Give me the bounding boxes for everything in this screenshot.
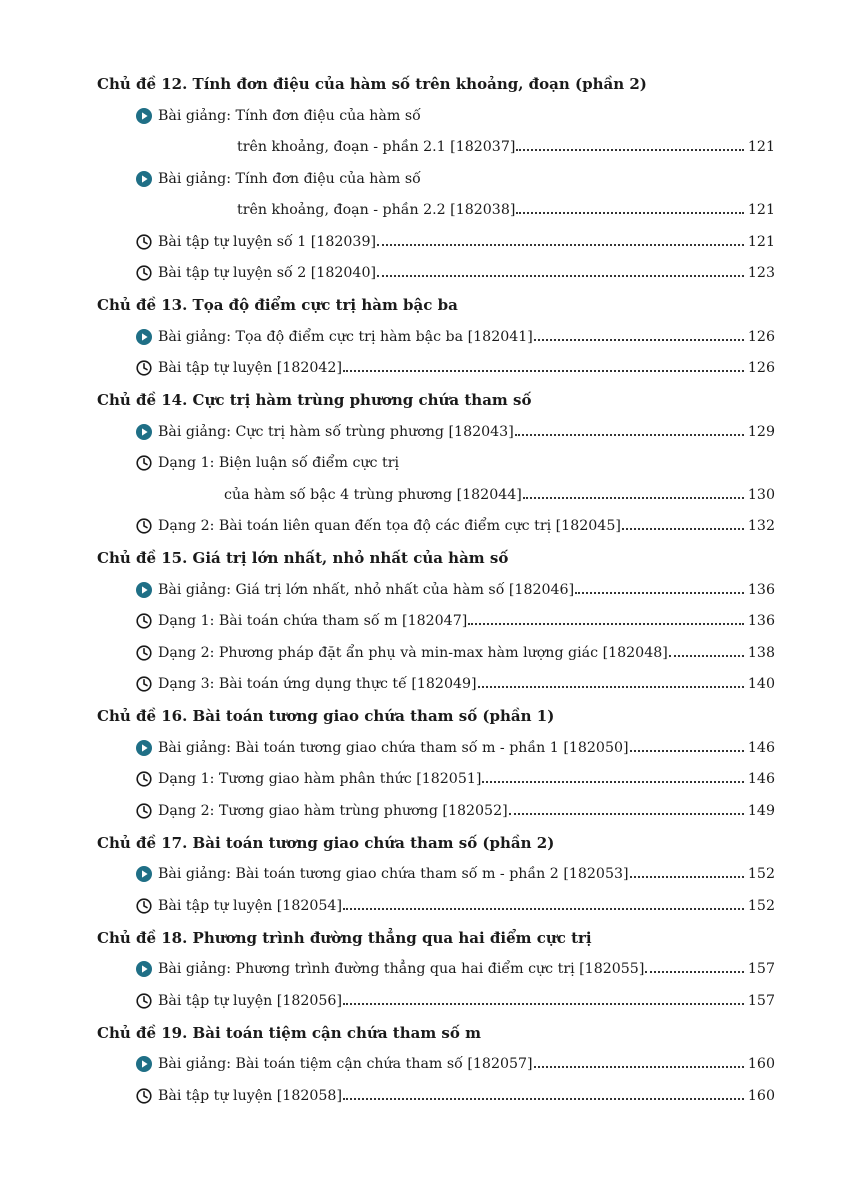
chapter-title: Chủ đề 19. Bài toán tiệm cận chứa tham số m (97, 1023, 481, 1042)
toc-entry-text: Bài giảng: Tính đơn điệu của hàm số (158, 107, 421, 124)
page-number: 152 (747, 897, 775, 914)
clock-icon (135, 233, 152, 250)
toc-entry-text: Bài tập tự luyện [182056] (158, 992, 342, 1009)
page-number: 157 (747, 961, 775, 978)
toc-entry[interactable] (97, 795, 775, 827)
toc-section (97, 289, 775, 384)
chapter-title: Chủ đề 17. Bài toán tương giao chứa tham số (phần 2) (97, 833, 555, 852)
toc-entry[interactable] (97, 100, 775, 132)
page-number: 160 (747, 1087, 775, 1104)
page-number: 152 (747, 866, 775, 883)
toc-entry[interactable] (97, 1080, 775, 1112)
play-circle-icon (135, 328, 152, 345)
clock-icon (135, 771, 152, 788)
toc-entry[interactable] (97, 511, 775, 543)
toc-entry[interactable] (97, 163, 775, 195)
toc-section (97, 542, 775, 700)
page-number: 121 (747, 202, 775, 219)
dot-leader (534, 1066, 744, 1068)
toc-entry-text: trên khoảng, đoạn - phần 2.2 [182038] (237, 202, 516, 219)
chapter-title: Chủ đề 16. Bài toán tương giao chứa tham số (phần 1) (97, 707, 555, 725)
clock-icon (135, 802, 152, 819)
dot-leader (645, 971, 744, 973)
dot-leader (482, 781, 744, 783)
toc-entry[interactable] (97, 859, 775, 891)
page-number: 121 (747, 139, 775, 156)
dot-leader (622, 528, 744, 530)
dot-leader (478, 686, 744, 688)
toc-entry[interactable] (97, 321, 775, 353)
page-number: 157 (747, 992, 775, 1009)
toc-entry-text: Bài giảng: Phương trình đường thẳng qua hai điểm cực trị [182055] (158, 961, 645, 978)
play-circle-icon (135, 739, 152, 756)
clock-icon (135, 897, 152, 914)
toc-entry-text: Bài giảng: Bài toán tương giao chứa tham số m - phần 1 [182050] (158, 739, 629, 756)
play-circle-icon (135, 866, 152, 883)
clock-icon (135, 360, 152, 377)
toc-section (97, 68, 775, 289)
clock-icon (135, 455, 152, 472)
toc-section (97, 384, 775, 542)
play-circle-icon (135, 423, 152, 440)
page-number: 138 (747, 644, 775, 661)
toc-entry[interactable] (97, 226, 775, 258)
toc-entry[interactable] (97, 606, 775, 638)
toc-entry-text: Bài giảng: Cực trị hàm số trùng phương [182043] (158, 423, 514, 440)
dot-leader (516, 212, 744, 214)
dot-leader (669, 655, 744, 657)
toc-entry-text: Dạng 1: Tương giao hàm phân thức [182051] (158, 771, 482, 788)
table-of-contents (97, 68, 775, 1112)
dot-leader (523, 497, 744, 499)
page-number: 121 (747, 233, 775, 250)
toc-entry[interactable] (97, 448, 775, 480)
toc-entry-text: trên khoảng, đoạn - phần 2.1 [182037] (237, 139, 516, 156)
toc-entry-text: Dạng 2: Phương pháp đặt ẩn phụ và min-max hàm lượng giác [182048] (158, 644, 668, 661)
toc-entry-text: Bài giảng: Bài toán tương giao chứa tham số m - phần 2 [182053] (158, 866, 629, 883)
dot-leader (343, 1098, 744, 1100)
clock-icon (135, 992, 152, 1009)
dot-leader (534, 339, 744, 341)
play-circle-icon (135, 107, 152, 124)
toc-entry[interactable] (97, 1049, 775, 1081)
toc-entry-text: Bài giảng: Tọa độ điểm cực trị hàm bậc ba [182041] (158, 328, 533, 345)
dot-leader (516, 149, 744, 151)
toc-entry-text: Bài tập tự luyện số 1 [182039] (158, 233, 377, 250)
play-circle-icon (135, 961, 152, 978)
toc-entry[interactable] (97, 985, 775, 1017)
toc-entry[interactable] (97, 258, 775, 290)
dot-leader (343, 1003, 744, 1005)
dot-leader (575, 592, 744, 594)
page-number: 126 (747, 360, 775, 377)
dot-leader (377, 275, 744, 277)
clock-icon (135, 613, 152, 630)
toc-entry[interactable] (97, 416, 775, 448)
play-circle-icon (135, 170, 152, 187)
dot-leader (509, 813, 744, 815)
dot-leader (377, 244, 744, 246)
toc-entry-text: Bài tập tự luyện số 2 [182040] (158, 265, 377, 282)
toc-entry-text: Bài giảng: Tính đơn điệu của hàm số (158, 170, 421, 187)
clock-icon (135, 1087, 152, 1104)
page-number: 129 (747, 423, 775, 440)
toc-entry-text: Bài tập tự luyện [182058] (158, 1087, 342, 1104)
toc-entry[interactable] (97, 732, 775, 764)
page-number: 136 (747, 581, 775, 598)
toc-entry-continuation[interactable] (97, 479, 775, 511)
toc-section (97, 700, 775, 827)
page-number: 132 (747, 518, 775, 535)
toc-entry[interactable] (97, 954, 775, 986)
toc-entry-text: Bài tập tự luyện [182054] (158, 897, 342, 914)
toc-entry-text: Bài tập tự luyện [182042] (158, 360, 342, 377)
toc-entry[interactable] (97, 353, 775, 385)
toc-entry-text: Dạng 1: Bài toán chứa tham số m [182047] (158, 613, 468, 630)
page-number: 149 (747, 802, 775, 819)
toc-entry-text: Dạng 2: Tương giao hàm trùng phương [182052] (158, 802, 508, 819)
toc-section (97, 922, 775, 1017)
toc-entry-text: Bài giảng: Bài toán tiệm cận chứa tham số [182057] (158, 1056, 533, 1073)
toc-entry[interactable] (97, 669, 775, 701)
clock-icon (135, 676, 152, 693)
dot-leader (468, 623, 744, 625)
toc-entry[interactable] (97, 574, 775, 606)
dot-leader (630, 750, 744, 752)
clock-icon (135, 518, 152, 535)
page-number: 123 (747, 265, 775, 282)
play-circle-icon (135, 581, 152, 598)
dot-leader (343, 908, 744, 910)
clock-icon (135, 644, 152, 661)
page-number: 146 (747, 771, 775, 788)
toc-section (97, 827, 775, 922)
toc-entry-text: của hàm số bậc 4 trùng phương [182044] (224, 486, 522, 503)
page-number: 140 (747, 676, 775, 693)
page-number: 146 (747, 739, 775, 756)
dot-leader (343, 370, 744, 372)
dot-leader (630, 876, 744, 878)
toc-entry[interactable] (97, 890, 775, 922)
toc-entry[interactable] (97, 637, 775, 669)
toc-section (97, 1017, 775, 1112)
play-circle-icon (135, 1056, 152, 1073)
page-number: 136 (747, 613, 775, 630)
page-number: 160 (747, 1056, 775, 1073)
toc-entry-text: Dạng 2: Bài toán liên quan đến tọa độ các điểm cực trị [182045] (158, 518, 621, 535)
chapter-title: Chủ đề 15. Giá trị lớn nhất, nhỏ nhất của hàm số (97, 549, 509, 567)
toc-entry-continuation[interactable] (97, 195, 775, 227)
page-number: 126 (747, 328, 775, 345)
chapter-title: Chủ đề 14. Cực trị hàm trùng phương chứa tham số (97, 391, 532, 409)
chapter-title: Chủ đề 12. Tính đơn điệu của hàm số trên khoảng, đoạn (phần 2) (97, 75, 647, 93)
clock-icon (135, 265, 152, 282)
dot-leader (515, 434, 744, 436)
chapter-title: Chủ đề 18. Phương trình đường thẳng qua hai điểm cực trị (97, 928, 592, 947)
toc-entry-continuation[interactable] (97, 132, 775, 164)
chapter-title: Chủ đề 13. Tọa độ điểm cực trị hàm bậc ba (97, 296, 458, 314)
toc-entry[interactable] (97, 764, 775, 796)
page-number: 130 (747, 486, 775, 503)
toc-entry-text: Dạng 3: Bài toán ứng dụng thực tế [182049] (158, 676, 477, 693)
toc-entry-text: Dạng 1: Biện luận số điểm cực trị (158, 455, 400, 472)
toc-entry-text: Bài giảng: Giá trị lớn nhất, nhỏ nhất của hàm số [182046] (158, 581, 575, 598)
